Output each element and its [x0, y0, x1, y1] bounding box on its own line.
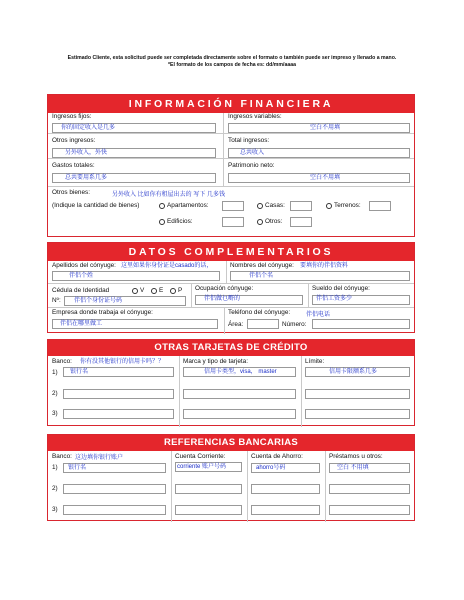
terrenos-radio[interactable]: [326, 203, 332, 209]
otros-bienes-sublabel: (Indique la cantidad de bienes): [52, 202, 140, 209]
cuenta-ahorro-label: Cuenta de Ahorro:: [251, 453, 303, 460]
telefono-label: Teléfono del cónyuge:: [228, 309, 291, 316]
ingresos-variables-label: Ingresos variables:: [228, 113, 282, 120]
apellidos-value: 伴侣个姓: [69, 273, 94, 279]
otros-ingresos-value: 另外收入，外快: [65, 150, 108, 156]
edificios-field[interactable]: [222, 217, 244, 227]
cedula-v-label: V: [140, 287, 145, 294]
otros-radio[interactable]: [257, 219, 263, 225]
limite-label: Límite:: [305, 358, 325, 365]
ingresos-variables-value: 空白不用填: [310, 125, 341, 131]
banco-label: Banco:: [52, 358, 72, 365]
apartamentos-label: Apartamentos:: [167, 202, 209, 209]
tarjeta-row-3-marca-field[interactable]: [183, 409, 296, 419]
nombres-label: Nombres del cónyuge:: [230, 262, 294, 269]
intro-line-1: Estimado Cliente, esta solicitud puede ser completada directamente sobre el formato o también puede ser impreso y llenado a mano.: [67, 55, 397, 61]
cedula-num-value: 伴侣个身份证号码: [74, 298, 123, 304]
telefono-note: 伴侣电话: [306, 312, 331, 318]
cedula-num-label: Nº:: [52, 297, 61, 304]
total-ingresos-value: 总共收入: [240, 150, 265, 156]
ref-row-3-corriente-field[interactable]: [175, 505, 242, 515]
cedula-e-label: E: [159, 287, 164, 294]
tarjeta-row-1-num: 1): [52, 369, 58, 376]
otros-bienes-label: Otros bienes:: [52, 189, 91, 196]
numero-field[interactable]: [312, 319, 410, 329]
tarjeta-row-1-limite: 信用卡限额系几多: [329, 369, 378, 375]
ref-row-1-banco: 银行名: [68, 465, 87, 471]
sueldo-value: 伴侣工资多少: [316, 296, 353, 302]
gastos-totales-label: Gastos totales:: [52, 162, 95, 169]
otros-ingresos-label: Otros ingresos:: [52, 137, 96, 144]
ref-row-3-prestamos-field[interactable]: [329, 505, 410, 515]
terrenos-label: Terrenos:: [334, 202, 361, 209]
tarjeta-row-3-banco-field[interactable]: [63, 409, 174, 419]
ref-row-1-num: 1): [52, 464, 58, 471]
edificios-label: Edificios:: [167, 218, 193, 225]
apellidos-label: Apellidos del cónyuge:: [52, 262, 116, 269]
numero-label: Número:: [282, 321, 307, 328]
cedula-p-label: P: [178, 287, 183, 294]
section-informacion-financiera: [47, 94, 415, 237]
tarjeta-row-2-banco-field[interactable]: [63, 389, 174, 399]
casas-label: Casas:: [265, 202, 285, 209]
apartamentos-field[interactable]: [222, 201, 244, 211]
ref-banco-label: Banco:: [52, 453, 72, 460]
total-ingresos-label: Total ingresos:: [228, 137, 270, 144]
edificios-radio[interactable]: [159, 219, 165, 225]
tarjeta-row-2-limite-field[interactable]: [305, 389, 410, 399]
apartamentos-radio[interactable]: [159, 203, 165, 209]
tarjeta-row-1-marca: 信用卡类型，visa， master: [204, 369, 277, 375]
cedula-p-radio[interactable]: [170, 288, 176, 294]
ref-row-1-ahorro: ahorro号码: [256, 465, 286, 471]
ocupacion-label: Ocupación cónyuge:: [195, 285, 254, 292]
ref-row-2-ahorro-field[interactable]: [251, 484, 320, 494]
intro-line-2: *El formato de los campos de fecha es: dd/mm/aaaa: [167, 62, 296, 68]
ref-row-2-num: 2): [52, 485, 58, 492]
gastos-totales-value: 总共要用系几多: [65, 175, 108, 181]
nombres-note: 要填你的伴侣资料: [300, 263, 349, 269]
sueldo-label: Sueldo del cónyuge:: [312, 285, 370, 292]
empresa-value: 伴侣在哪里做工: [60, 321, 103, 327]
ref-row-1-prestamos: 空白 不用填: [337, 465, 369, 471]
cuenta-corriente-label: Cuenta Corriente:: [175, 453, 226, 460]
ingresos-fijos-value: 你的固定收入是几多: [61, 125, 116, 131]
nombres-value: 伴侣个名: [249, 273, 274, 279]
ref-row-3-ahorro-field[interactable]: [251, 505, 320, 515]
section-referencias-bancarias: [47, 434, 415, 521]
ref-row-1-corriente: corriente 账户号码: [177, 464, 227, 470]
ref-row-2-corriente-field[interactable]: [175, 484, 242, 494]
banco-note: 你有没其他银行的信用卡吗？？: [80, 359, 165, 365]
tarjeta-row-2-marca-field[interactable]: [183, 389, 296, 399]
otros-bienes-note: 另外收入 比如你有租屋出去的 写下 几多钱: [112, 192, 226, 198]
ref-row-2-prestamos-field[interactable]: [329, 484, 410, 494]
ref-row-3-num: 3): [52, 506, 58, 513]
cedula-v-radio[interactable]: [132, 288, 138, 294]
patrimonio-neto-value: 空白不用填: [310, 175, 341, 181]
section-title: OTRAS TARJETAS DE CRÉDITO: [48, 340, 414, 356]
area-field[interactable]: [247, 319, 279, 329]
section-title: INFORMACIÓN FINANCIERA: [48, 95, 414, 113]
terrenos-field[interactable]: [369, 201, 391, 211]
prestamos-label: Préstamos u otros:: [329, 453, 383, 460]
cedula-e-radio[interactable]: [151, 288, 157, 294]
ref-banco-note: 这边填你银行账户: [75, 455, 124, 461]
patrimonio-neto-label: Patrimonio neto:: [228, 162, 275, 169]
empresa-label: Empresa donde trabaja el cónyuge:: [52, 309, 153, 316]
tarjeta-row-2-num: 2): [52, 390, 58, 397]
section-datos-complementarios: [47, 242, 415, 333]
ref-row-3-banco-field[interactable]: [63, 505, 166, 515]
tarjeta-row-1-banco: 银行名: [70, 369, 89, 375]
casas-field[interactable]: [290, 201, 312, 211]
apellidos-note: 这里如果你身份证是casado的话，: [121, 263, 213, 269]
section-title: REFERENCIAS BANCARIAS: [48, 435, 414, 451]
ref-row-2-banco-field[interactable]: [63, 484, 166, 494]
section-otras-tarjetas: [47, 339, 415, 426]
otros-field[interactable]: [290, 217, 312, 227]
ingresos-fijos-label: Ingresos fijos:: [52, 113, 92, 120]
cedula-label: Cédula de Identidad: [52, 287, 110, 294]
casas-radio[interactable]: [257, 203, 263, 209]
tarjeta-row-3-num: 3): [52, 410, 58, 417]
ocupacion-value: 伴侣做乜嘢的: [204, 296, 241, 302]
section-title: DATOS COMPLEMENTARIOS: [48, 243, 414, 261]
tarjeta-row-3-limite-field[interactable]: [305, 409, 410, 419]
otros-label: Otros:: [265, 218, 283, 225]
area-label: Área:: [228, 321, 244, 328]
marca-label: Marca y tipo de tarjeta:: [183, 358, 249, 365]
